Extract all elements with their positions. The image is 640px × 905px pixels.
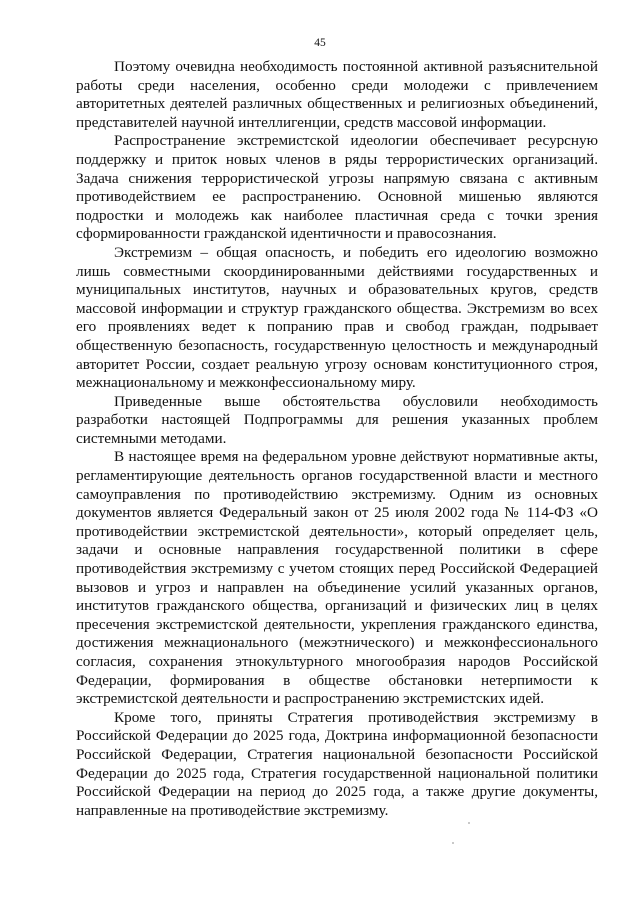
paragraph-strategies-adopted: Кроме того, приняты Стратегия противодействия экстремизму в Российской Федерации до 2025 года, Доктрина информационной безопасности Российской Федерации, Стратегия национальной безопасности Российской Федерации до 2025 года, Стратегия государственной национальной политики Российской Федерации на период до 2025 года, а также другие документы, направленные на противодействие экстремизму.	[76, 708, 598, 819]
paragraph-subprogram-necessity: Приведенные выше обстоятельства обусловили необходимость разработки настоящей Подпрограммы для решения указанных проблем системными методами.	[76, 392, 598, 447]
scan-speck	[452, 842, 454, 844]
document-body	[76, 58, 598, 820]
page-number: 45	[314, 37, 326, 49]
paragraph-federal-regulations: В настоящее время на федеральном уровне действуют нормативные акты, регламентирующие деятельность органов государственной власти и местного самоуправления по противодействию экстремизму. Одним из основных документов является Федеральный закон от 25 июля 2002 года № 114-ФЗ «О противодействии экстремистской деятельности», который определяет цель, задачи и основные направления государственной политики в сфере противодействия экстремизму с учетом стоящих перед Российской Федерацией вызовов и угроз и направлен на объединение усилий указанных органов, институтов гражданского общества, организаций и физических лиц в целях пресечения экстремистской деятельности, укрепления гражданского единства, достижения межнационального (межэтнического) и межконфессионального согласия, сохранения этнокультурного многообразия народов Российской Федерации, формирования в обществе обстановки нетерпимости к экстремистской деятельности и распространению экстремистских идей.	[76, 448, 598, 708]
paragraph-extremist-ideology-spread: Распространение экстремистской идеологии обеспечивает ресурсную поддержку и приток новых членов в ряды террористических организаций. Задача снижения террористической угрозы напрямую связана с активным противодействием ее распространению. Основной мишенью являются подростки и молодежь как наиболее пластичная среда с точки зрения сформированности гражданской идентичности и правосознания.	[76, 132, 598, 243]
scan-speck	[468, 822, 470, 824]
paragraph-explanatory-work: Поэтому очевидна необходимость постоянной активной разъяснительной работы среди населения, особенно среди молодежи с привлечением авторитетных деятелей различных общественных и религиозных объединений, представителей научной интеллигенции, средств массовой информации.	[76, 58, 598, 131]
paragraph-extremism-common-danger: Экстремизм – общая опасность, и победить его идеологию возможно лишь совместными скоординированными действиями государственных и муниципальных институтов, научных и образовательных кругов, средств массовой информации и структур гражданского общества. Экстремизм во всех его проявлениях ведет к попранию прав и свобод граждан, подрывает общественную безопасность, государственную целостность и международный авторитет России, создает реальную угрозу основам конституционного строя, межнациональному и межконфессиональному миру.	[76, 243, 598, 392]
